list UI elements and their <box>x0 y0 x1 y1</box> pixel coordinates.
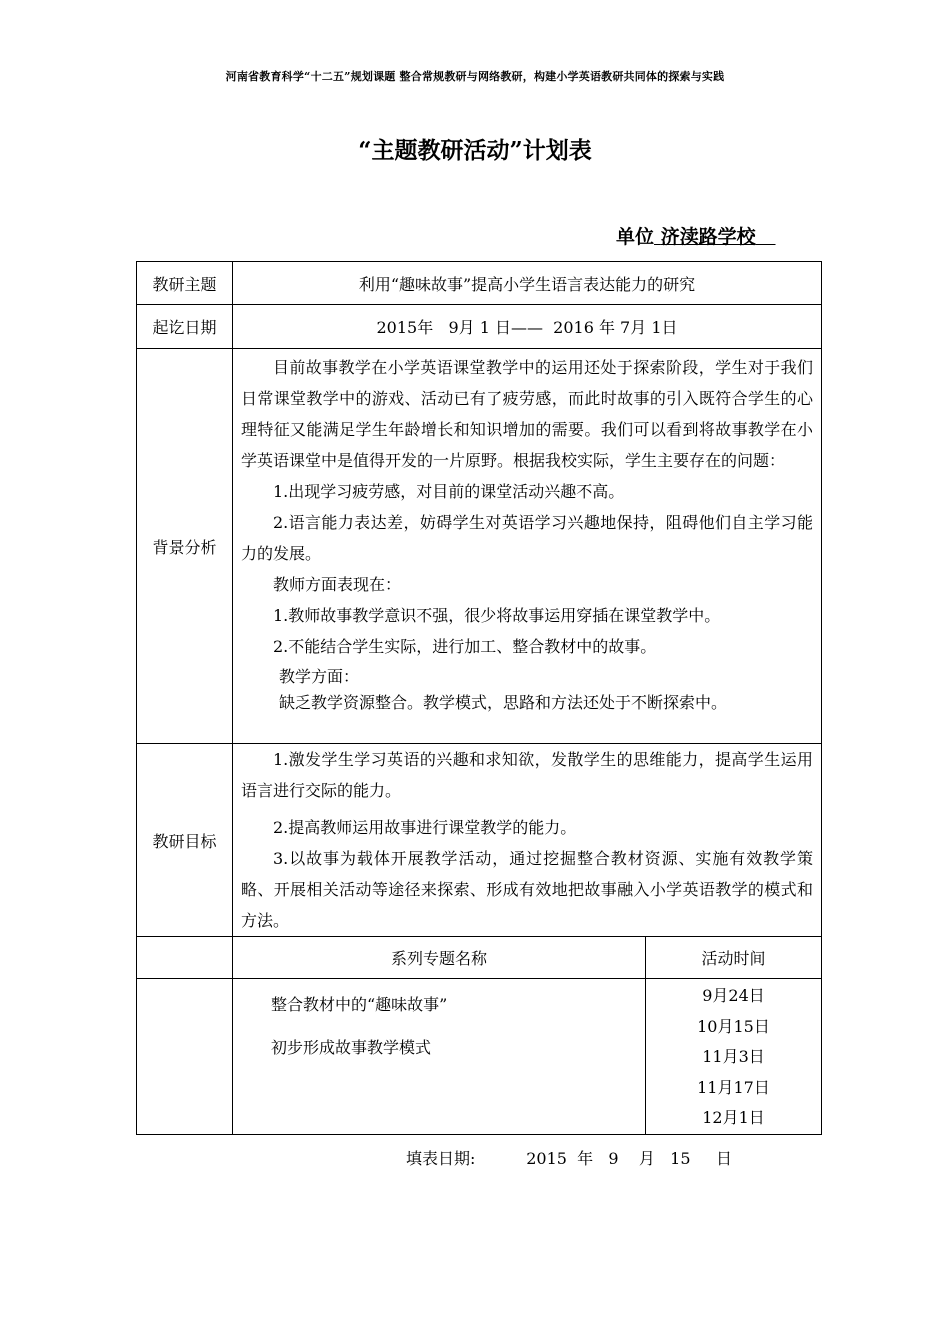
document-title: “主题教研活动”计划表 <box>358 137 592 164</box>
background-label: 背景分析 <box>137 349 233 744</box>
series-time-header: 活动时间 <box>646 937 822 979</box>
series-row <box>137 979 822 1135</box>
background-paragraph: 1.出现学习疲劳感，对目前的课堂活动兴趣不高。 <box>273 482 625 501</box>
series-name-header: 系列专题名称 <box>233 937 646 979</box>
plan-table <box>136 261 822 1135</box>
period-row <box>137 305 822 349</box>
series-date: 11月3日 <box>702 1047 765 1066</box>
goals-label: 教研目标 <box>137 744 233 937</box>
fill-date: 填表日期: 2015 年 9 月 15 日 <box>406 1149 732 1168</box>
background-paragraph: 2.语言能力表达差，妨碍学生对英语学习兴趣地保持，阻碍他们自主学习能力的发展。 <box>241 513 813 563</box>
goal-item: 1.激发学生学习英语的兴趣和求知欲，发散学生的思维能力，提高学生运用语言进行交际的能力。 <box>241 750 813 800</box>
goals-row <box>137 744 822 937</box>
goals-content <box>233 744 822 937</box>
teaching-heading: 教学方面： <box>279 667 360 686</box>
series-date: 10月15日 <box>697 1016 770 1036</box>
series-topic: 整合教材中的“趣味故事” <box>271 995 448 1014</box>
background-paragraph: 教师方面表现在： <box>273 575 402 594</box>
unit-label: 单位 <box>616 226 655 248</box>
background-row <box>137 349 822 744</box>
unit-line <box>616 222 776 249</box>
series-header-row <box>137 937 822 979</box>
topic-label: 教研主题 <box>137 262 233 305</box>
header-note: 河南省教育科学“十二五”规划课题 整合常规教研与网络教研，构建小学英语教研共同体的探索与实践 <box>225 70 725 83</box>
topic-value: 利用“趣味故事”提高小学生语言表达能力的研究 <box>233 262 822 305</box>
background-paragraph: 目前故事教学在小学英语课堂教学中的运用还处于探索阶段，学生对于我们日常课堂教学中的游戏、活动已有了疲劳感，而此时故事的引入既符合学生的心理特征又能满足学生年龄增长和知识增加的需要。我们可以看到将故事教学在小学英语课堂中是值得开发的一片原野。根据我校实际，学生主要存在的问题： <box>241 358 813 470</box>
topic-row <box>137 262 822 305</box>
background-paragraph: 1.教师故事教学意识不强，很少将故事运用穿插在课堂教学中。 <box>273 606 721 625</box>
goal-item: 3.以故事为载体开展教学活动，通过挖掘整合教材资源、实施有效教学策略、开展相关活动等途径来探索、形成有效地把故事融入小学英语教学的模式和方法。 <box>241 849 813 930</box>
period-label: 起讫日期 <box>137 305 233 349</box>
background-paragraph: 2.不能结合学生实际，进行加工、整合教材中的故事。 <box>273 637 657 656</box>
series-topic: 初步形成故事教学模式 <box>271 1038 432 1057</box>
series-topics <box>233 979 646 1135</box>
series-header-empty <box>137 937 233 979</box>
series-date: 9月24日 <box>702 986 765 1005</box>
series-empty-cell <box>137 979 233 1135</box>
background-content <box>233 349 822 744</box>
period-value: 2015年 9月 1 日—— 2016 年 7月 1日 <box>233 305 822 349</box>
goal-item: 2.提高教师运用故事进行课堂教学的能力。 <box>273 818 577 837</box>
series-date: 11月17日 <box>697 1077 770 1097</box>
series-date: 12月1日 <box>702 1108 765 1127</box>
teaching-text: 缺乏教学资源整合。教学模式，思路和方法还处于不断探索中。 <box>279 693 728 712</box>
unit-value: 济渎路学校 <box>660 226 756 248</box>
series-dates <box>646 979 822 1135</box>
